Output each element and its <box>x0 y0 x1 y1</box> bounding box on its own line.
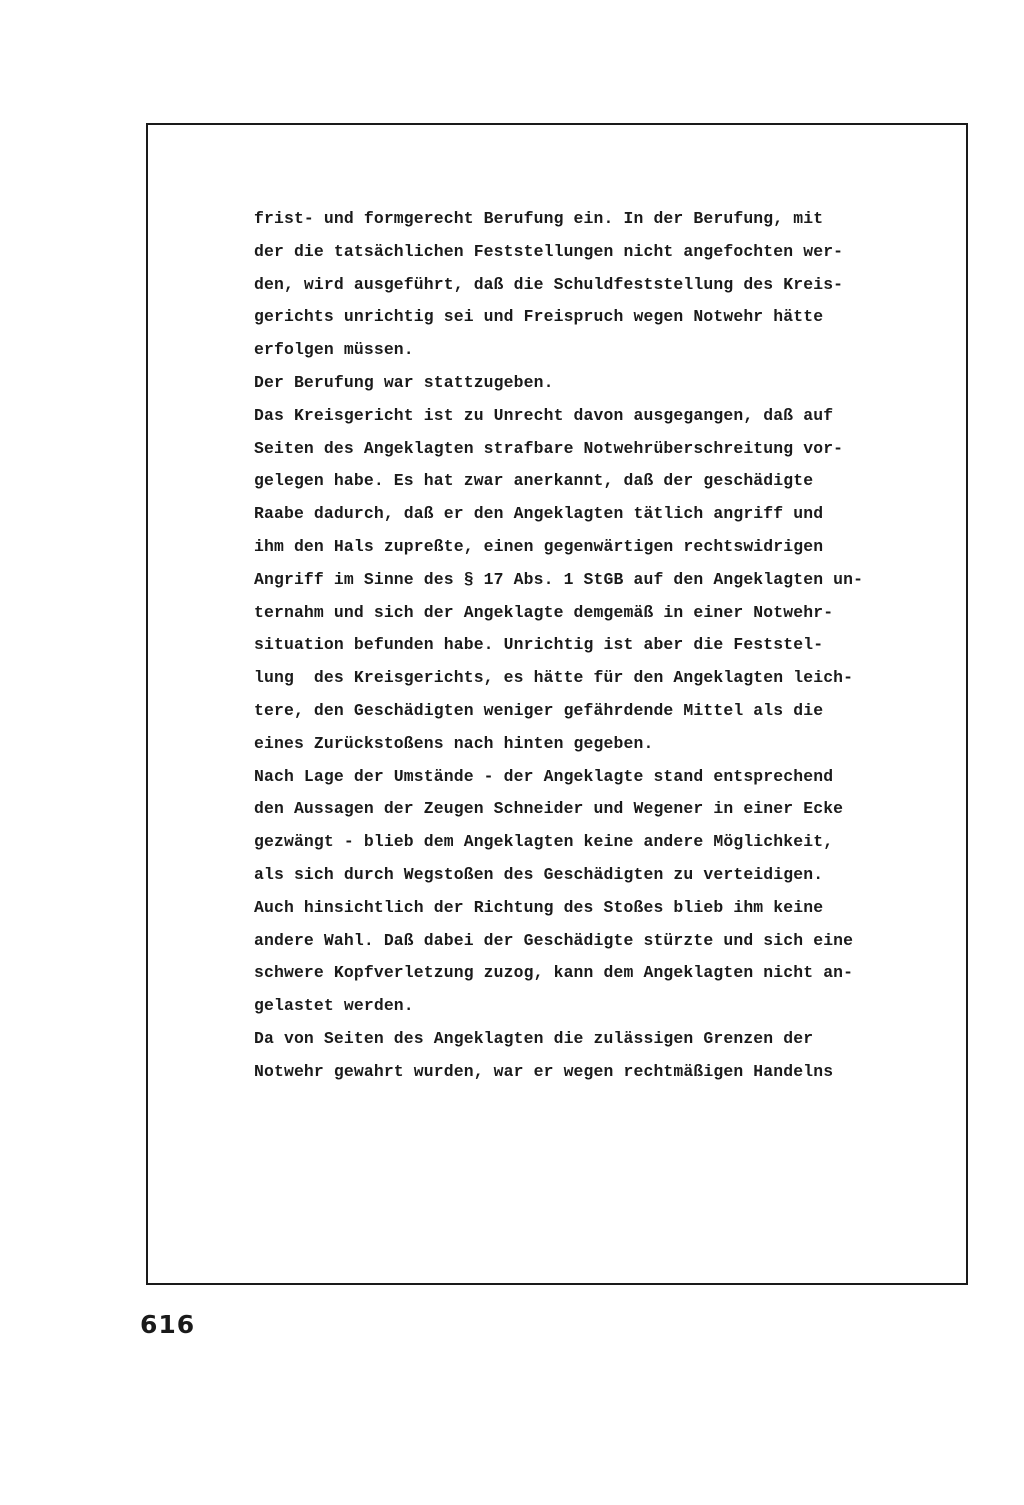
text-line: gelastet werden. <box>254 996 414 1016</box>
text-line: Das Kreisgericht ist zu Unrecht davon ausgegangen, daß auf <box>254 405 834 425</box>
text-line: den Aussagen der Zeugen Schneider und Wegener in einer Ecke <box>254 799 844 819</box>
text-line: den, wird ausgeführt, daß die Schuldfeststellung des Kreis- <box>254 274 844 294</box>
text-line: ternahm und sich der Angeklagte demgemäß in einer Notwehr- <box>254 602 834 622</box>
text-line: gerichts unrichtig sei und Freispruch wegen Notwehr hätte <box>254 307 824 327</box>
text-line: situation befunden habe. Unrichtig ist aber die Feststel- <box>254 635 824 655</box>
text-line: erfolgen müssen. <box>254 340 414 360</box>
text-line: schwere Kopfverletzung zuzog, kann dem Angeklagten nicht an- <box>254 963 854 983</box>
text-line: Der Berufung war stattzugeben. <box>254 372 554 392</box>
text-line: Notwehr gewahrt wurden, war er wegen rechtmäßigen Handelns <box>254 1061 834 1081</box>
text-line: andere Wahl. Daß dabei der Geschädigte stürzte und sich eine <box>254 930 854 950</box>
text-line: lung des Kreisgerichts, es hätte für den Angeklagten leich- <box>254 668 854 688</box>
text-line: Auch hinsichtlich der Richtung des Stoßes blieb ihm keine <box>254 897 824 917</box>
text-line: als sich durch Wegstoßen des Geschädigten zu verteidigen. <box>254 864 824 884</box>
text-line: gelegen habe. Es hat zwar anerkannt, daß der geschädigte <box>254 471 814 491</box>
text-line: der die tatsächlichen Feststellungen nicht angefochten wer- <box>254 241 844 261</box>
text-line: Seiten des Angeklagten strafbare Notwehrüberschreitung vor- <box>254 438 844 458</box>
text-line: Angriff im Sinne des § 17 Abs. 1 StGB auf den Angeklagten un- <box>254 569 864 589</box>
text-line: tere, den Geschädigten weniger gefährdende Mittel als die <box>254 700 824 720</box>
text-line: eines Zurückstoßens nach hinten gegeben. <box>254 733 654 753</box>
page-number: 616 <box>140 1310 196 1339</box>
text-line: Raabe dadurch, daß er den Angeklagten tätlich angriff und <box>254 504 824 524</box>
text-line: Nach Lage der Umstände - der Angeklagte stand entsprechend <box>254 766 834 786</box>
text-line: frist- und formgerecht Berufung ein. In der Berufung, mit <box>254 209 824 228</box>
document-body <box>254 203 894 1089</box>
text-line: gezwängt - blieb dem Angeklagten keine andere Möglichkeit, <box>254 832 834 852</box>
text-line: ihm den Hals zupreßte, einen gegenwärtigen rechtswidrigen <box>254 536 824 556</box>
text-line: Da von Seiten des Angeklagten die zulässigen Grenzen der <box>254 1028 814 1048</box>
